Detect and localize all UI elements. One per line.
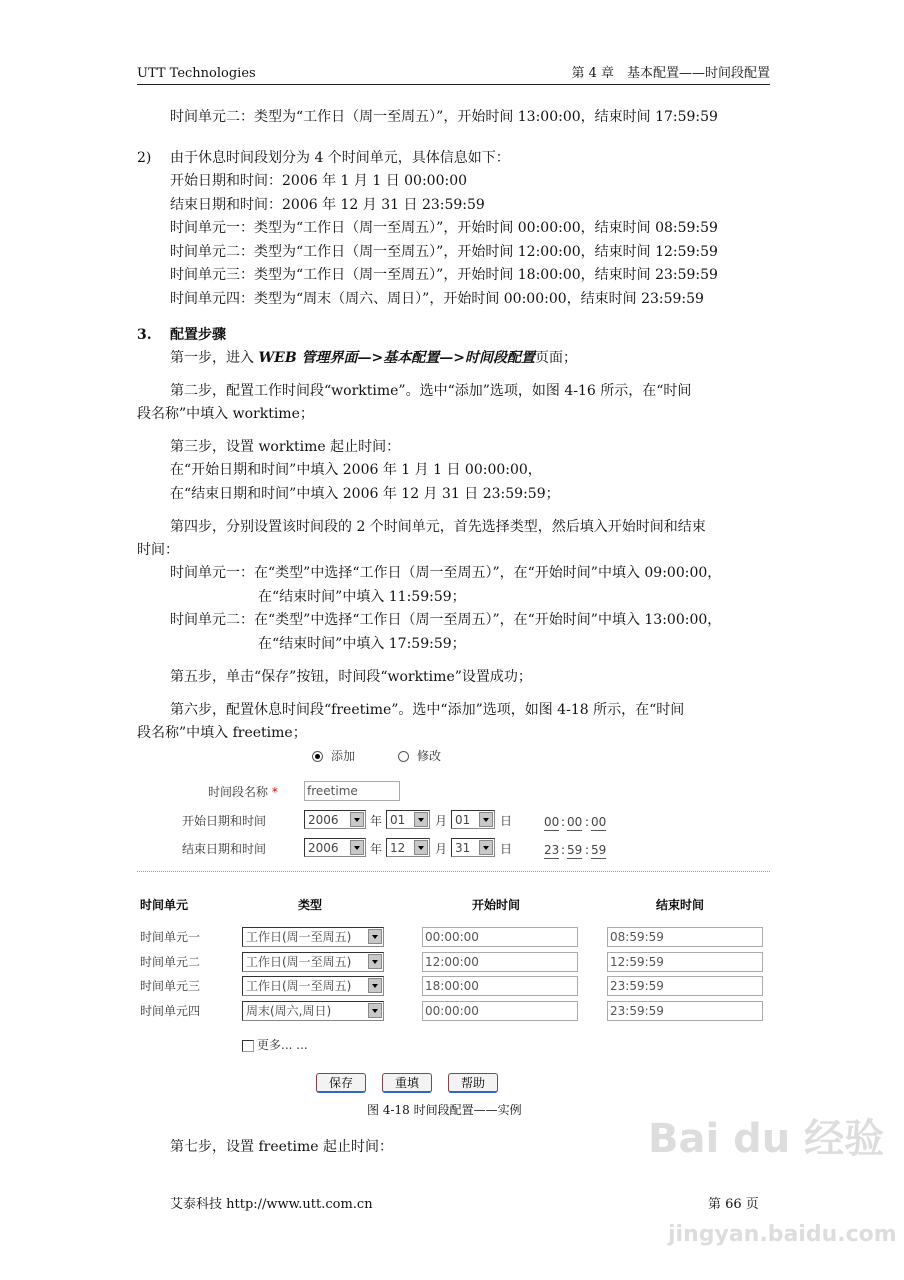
select-value: 31 <box>455 841 471 855</box>
chevron-down-icon <box>368 929 382 944</box>
text-line: 开始日期和时间：2006 年 1 月 1 日 00:00:00 <box>170 173 468 189</box>
menu-path: WEB 管理界面—>基本配置—>时间段配置 <box>258 350 536 366</box>
more-label: 更多... ... <box>257 1038 308 1052</box>
name-label-text: 时间段名称 <box>208 785 269 799</box>
radio-edit[interactable] <box>398 747 441 765</box>
unit-name: 时间单元一 <box>140 930 201 944</box>
name-input[interactable]: freetime <box>304 781 400 801</box>
text-line: 时间单元三：类型为“工作日（周一至周五）”，开始时间 18:00:00，结束时间 23:59:59 <box>170 267 718 283</box>
text-line: 时间单元一：类型为“工作日（周一至周五）”，开始时间 00:00:00，结束时间 08:59:59 <box>170 220 718 236</box>
step-3: 第三步，设置 worktime 起止时间： <box>170 439 401 455</box>
chevron-down-icon <box>350 812 364 827</box>
text-line: 结束日期和时间：2006 年 12 月 31 日 23:59:59 <box>170 197 485 213</box>
colon: : <box>561 815 566 829</box>
type-select[interactable] <box>242 976 384 996</box>
chevron-down-icon <box>368 954 382 969</box>
footer-left: 艾泰科技 http://www.utt.com.cn <box>170 1197 373 1212</box>
list-number: 2) <box>137 150 152 166</box>
start-day-select[interactable] <box>451 810 495 829</box>
month-unit: 月 <box>435 814 448 828</box>
end-time-input[interactable]: 08:59:59 <box>607 927 763 947</box>
select-value: 工作日(周一至周五) <box>246 979 352 993</box>
end-day-select[interactable] <box>451 838 495 857</box>
figure-caption: 图 4-18 时间段配置——实例 <box>367 1103 522 1117</box>
step-text: 页面； <box>535 350 578 366</box>
type-select[interactable] <box>242 952 384 972</box>
text-line: 由于休息时间段划分为 4 个时间单元，具体信息如下： <box>170 150 510 166</box>
type-select[interactable] <box>242 1001 384 1021</box>
col-header-start: 开始时间 <box>472 898 521 912</box>
colon: : <box>585 815 590 829</box>
step-2: 第二步，配置工作时间段“worktime”。选中“添加”选项，如图 4-16 所示，在“时间 <box>170 383 692 399</box>
start-time-input[interactable]: 18:00:00 <box>422 976 578 996</box>
select-value: 01 <box>390 813 406 827</box>
end-time-input[interactable]: 12:59:59 <box>607 952 763 972</box>
step-4-unit2-end: 在“结束时间”中填入 17:59:59； <box>258 636 466 652</box>
start-time-input[interactable]: 00:00:00 <box>422 1001 578 1021</box>
header-right: 第 4 章 基本配置——时间段配置 <box>571 66 770 81</box>
colon: : <box>585 843 590 857</box>
start-month-select[interactable] <box>386 810 430 829</box>
col-header-type: 类型 <box>298 898 323 912</box>
col-header-end: 结束时间 <box>656 898 705 912</box>
unit-name: 时间单元三 <box>140 979 201 993</box>
select-value: 工作日(周一至周五) <box>246 930 352 944</box>
chevron-down-icon <box>368 1003 382 1018</box>
select-value: 2006 <box>308 813 339 827</box>
select-value: 周末(周六,周日) <box>246 1003 332 1018</box>
start-year-select[interactable] <box>304 810 366 829</box>
year-unit: 年 <box>370 814 383 828</box>
required-mark: * <box>271 785 278 799</box>
step-4-unit1: 时间单元一：在“类型”中选择“工作日（周一至周五）”，在“开始时间”中填入 09:00:00， <box>170 565 722 581</box>
section-title: 配置步骤 <box>170 327 226 343</box>
divider <box>137 871 770 872</box>
start-time-input[interactable]: 12:00:00 <box>422 952 578 972</box>
name-label <box>208 783 278 801</box>
select-value: 01 <box>455 813 471 827</box>
step-4: 第四步，分别设置该时间段的 2 个时间单元，首先选择类型，然后填入开始时间和结束 <box>170 519 706 535</box>
header-left: UTT Technologies <box>137 66 256 81</box>
start-second-input[interactable]: 00 <box>591 815 607 829</box>
start-minute-input[interactable]: 00 <box>567 815 583 829</box>
select-value: 2006 <box>308 841 339 855</box>
reset-button[interactable]: 重填 <box>382 1073 432 1093</box>
step-3-start: 在“开始日期和时间”中填入 2006 年 1 月 1 日 00:00:00， <box>170 462 542 478</box>
day-unit: 日 <box>500 842 513 856</box>
step-4-unit2: 时间单元二：在“类型”中选择“工作日（周一至周五）”，在“开始时间”中填入 13:00:00， <box>170 612 722 628</box>
text-line: 时间单元二：类型为“工作日（周一至周五）”，开始时间 12:00:00，结束时间 12:59:59 <box>170 244 718 260</box>
end-second-input[interactable]: 59 <box>591 843 607 857</box>
chevron-down-icon <box>414 840 428 855</box>
step-6: 第六步，配置休息时间段“freetime”。选中“添加”选项，如图 4-18 所示，在“时间 <box>170 702 685 718</box>
text-line: 时间单元二：类型为“工作日（周一至周五）”，开始时间 13:00:00，结束时间 17:59:59 <box>170 109 718 125</box>
section-number: 3. <box>137 327 152 343</box>
text-line: 时间单元四：类型为“周末（周六、周日）”，开始时间 00:00:00，结束时间 23:59:59 <box>170 291 704 307</box>
type-select[interactable] <box>242 927 384 947</box>
day-unit: 日 <box>500 814 513 828</box>
more-checkbox[interactable] <box>242 1036 308 1054</box>
chevron-down-icon <box>350 840 364 855</box>
step-1 <box>170 349 577 367</box>
step-2-cont: 段名称”中填入 worktime； <box>137 406 314 422</box>
end-minute-input[interactable]: 59 <box>567 843 583 857</box>
chevron-down-icon <box>368 978 382 993</box>
end-month-select[interactable] <box>386 838 430 857</box>
radio-add-label: 添加 <box>331 749 356 763</box>
step-3-end: 在“结束日期和时间”中填入 2006 年 12 月 31 日 23:59:59； <box>170 486 560 502</box>
end-year-select[interactable] <box>304 838 366 857</box>
help-button[interactable]: 帮助 <box>448 1073 498 1093</box>
select-value: 12 <box>390 841 406 855</box>
chevron-down-icon <box>414 812 428 827</box>
start-hour-input[interactable]: 00 <box>544 815 560 829</box>
header-rule <box>137 84 770 85</box>
select-value: 工作日(周一至周五) <box>246 954 352 969</box>
radio-edit-label: 修改 <box>417 749 442 763</box>
step-4-unit1-end: 在“结束时间”中填入 11:59:59； <box>258 589 466 605</box>
save-button[interactable]: 保存 <box>316 1073 366 1093</box>
end-hour-input[interactable]: 23 <box>544 843 560 857</box>
start-time-input[interactable]: 00:00:00 <box>422 927 578 947</box>
colon: : <box>561 843 566 857</box>
end-label: 结束日期和时间 <box>182 842 267 856</box>
step-5: 第五步，单击“保存”按钮，时间段“worktime”设置成功； <box>170 669 532 685</box>
watermark-logo: Bai du 经验 <box>648 1116 885 1162</box>
step-text: 第一步，进入 <box>170 350 259 366</box>
col-header-unit: 时间单元 <box>140 898 189 912</box>
unit-name: 时间单元四 <box>140 1003 201 1018</box>
watermark-url: jingyan.baidu.com <box>668 1222 897 1247</box>
year-unit: 年 <box>370 842 383 856</box>
month-unit: 月 <box>435 842 448 856</box>
chevron-down-icon <box>479 812 493 827</box>
step-6-cont: 段名称”中填入 freetime； <box>137 725 307 741</box>
step-7: 第七步，设置 freetime 起止时间： <box>170 1139 394 1155</box>
footer-page: 第 66 页 <box>708 1197 759 1212</box>
start-label: 开始日期和时间 <box>182 814 267 828</box>
end-time-input[interactable]: 23:59:59 <box>607 1001 763 1021</box>
step-4-cont: 时间： <box>137 542 179 558</box>
radio-add[interactable] <box>312 747 355 765</box>
end-time-input[interactable]: 23:59:59 <box>607 976 763 996</box>
chevron-down-icon <box>479 840 493 855</box>
unit-name: 时间单元二 <box>140 954 201 969</box>
